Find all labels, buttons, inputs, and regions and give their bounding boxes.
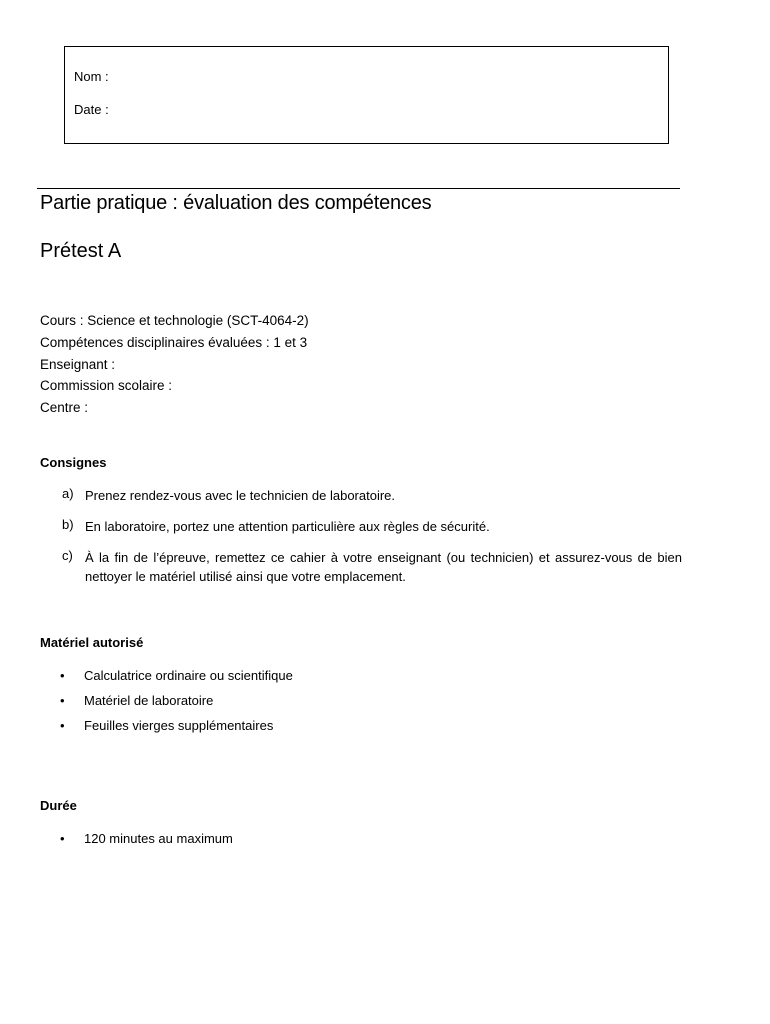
school-board-line: Commission scolaire :	[40, 378, 173, 394]
identification-box	[64, 46, 669, 144]
list-item-text: 120 minutes au maximum	[84, 831, 233, 846]
bullet-icon: •	[60, 718, 65, 733]
date-label: Date :	[74, 102, 109, 117]
teacher-line: Enseignant :	[40, 356, 116, 372]
list-item-text: Prenez rendez-vous avec le technicien de laboratoire.	[85, 488, 396, 503]
list-item	[62, 486, 682, 505]
materials-heading: Matériel autorisé	[40, 635, 144, 650]
instructions-heading: Consignes	[40, 455, 107, 470]
bullet-icon: •	[60, 668, 65, 683]
list-item-text: En laboratoire, portez une attention particulière aux règles de sécurité.	[85, 519, 490, 534]
bullet-icon: •	[60, 831, 65, 846]
list-item-text: Feuilles vierges supplémentaires	[84, 718, 274, 733]
list-marker: a)	[62, 486, 74, 501]
center-line: Centre :	[40, 400, 89, 416]
list-item-text: À la fin de l’épreuve, remettez ce cahier à votre enseignant (ou technicien) et assurez-vous de bien nettoyer le matériel utilisé ainsi que votre emplacement.	[85, 550, 682, 584]
title-rule	[37, 188, 680, 189]
list-item-text: Matériel de laboratoire	[84, 693, 214, 708]
course-line: Cours : Science et technologie (SCT-4064-2)	[40, 313, 309, 328]
list-marker: c)	[62, 548, 73, 563]
list-item	[62, 548, 682, 586]
duration-heading: Durée	[40, 798, 77, 813]
list-item	[60, 831, 233, 846]
course-info	[40, 310, 309, 419]
list-item	[62, 517, 682, 536]
list-item	[60, 718, 273, 733]
page-title: Partie pratique : évaluation des compétences	[40, 192, 432, 214]
competencies-line: Compétences disciplinaires évaluées : 1 et 3	[40, 334, 308, 350]
list-item-text: Calculatrice ordinaire ou scientifique	[84, 668, 293, 683]
list-item	[60, 693, 213, 708]
bullet-icon: •	[60, 693, 65, 708]
page-subtitle: Prétest A	[40, 240, 122, 262]
list-marker: b)	[62, 517, 74, 532]
name-label: Nom :	[74, 69, 109, 84]
list-item	[60, 668, 293, 683]
